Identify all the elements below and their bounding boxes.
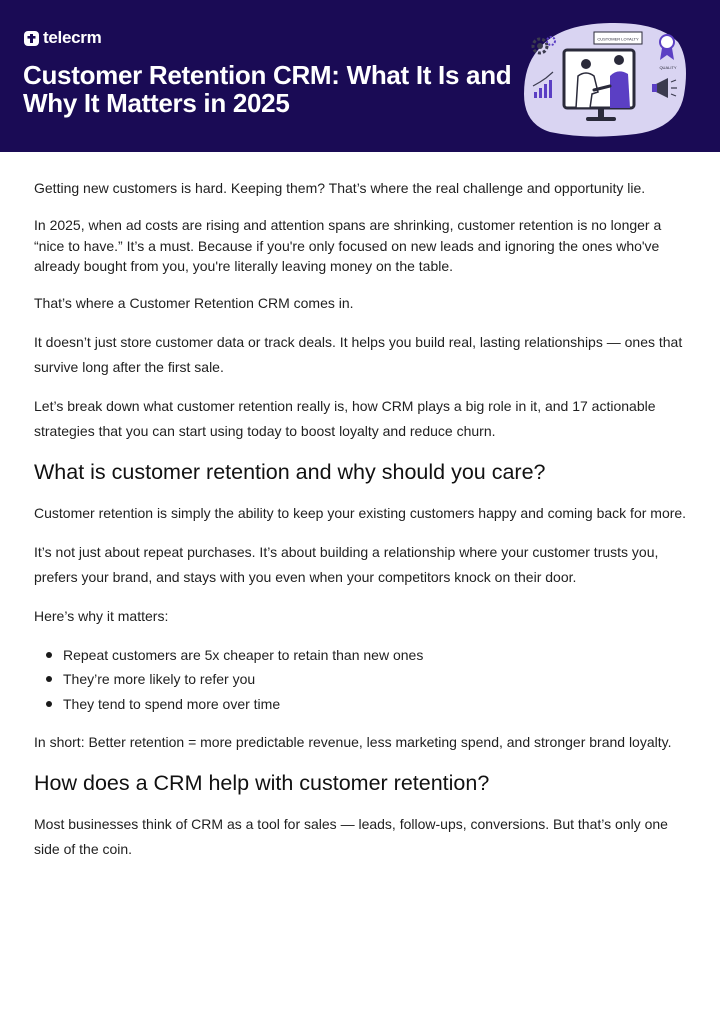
- section-heading: How does a CRM help with customer retention?: [34, 771, 490, 795]
- section-paragraph: It’s not just about repeat purchases. It’s about building a relationship where your customer trusts you, prefers your brand, and stays with you even when your competitors knock on their door.: [34, 543, 659, 585]
- telecrm-logo-icon: [24, 31, 39, 46]
- intro-paragraph: Let’s break down what customer retention really is, how CRM plays a big role in it, and 17 actionable strategies that you can start using today to boost loyalty and reduce churn.: [34, 397, 656, 439]
- hero-banner: [0, 0, 720, 152]
- section-heading: What is customer retention and why should you care?: [34, 459, 546, 484]
- brand-logo[interactable]: [24, 28, 101, 48]
- page-title: Customer Retention CRM: What It Is and Why It Matters in 2025: [23, 60, 512, 118]
- article-body: [34, 176, 690, 876]
- list-item: They tend to spend more over time: [34, 692, 690, 717]
- intro-paragraph: It doesn’t just store customer data or track deals. It helps you build real, lasting relationships — ones that survive long after the first sale.: [34, 333, 683, 375]
- illustration-label-right: QUALITY: [659, 65, 677, 70]
- intro-paragraph: Getting new customers is hard. Keeping them? That’s where the real challenge and opportunity lie.: [34, 180, 646, 196]
- list-item: They’re more likely to refer you: [34, 667, 690, 692]
- brand-name: telecrm: [43, 28, 102, 47]
- intro-paragraph: That’s where a Customer Retention CRM comes in.: [34, 294, 354, 311]
- list-item: Repeat customers are 5x cheaper to retain than new ones: [34, 643, 690, 668]
- section-paragraph: Customer retention is simply the ability to keep your existing customers happy and coming back for more.: [34, 504, 687, 521]
- benefits-list: [34, 643, 690, 717]
- section-paragraph: Here’s why it matters:: [34, 607, 169, 624]
- illustration-label-top: CUSTOMER LOYALTY: [597, 36, 639, 42]
- intro-paragraph: In 2025, when ad costs are rising and attention spans are shrinking, customer retention is no longer a “nice to have.” It’s a must. Because if you're only focused on new leads and ignoring the ones who've already bought from you, you're literally leaving money on the table.: [34, 217, 662, 274]
- section-paragraph: Most businesses think of CRM as a tool for sales — leads, follow-ups, conversions. But that’s only one side of the coin.: [34, 816, 668, 857]
- handshake-illustration: [518, 20, 690, 138]
- summary-paragraph: In short: Better retention = more predictable revenue, less marketing spend, and stronger brand loyalty.: [34, 734, 672, 750]
